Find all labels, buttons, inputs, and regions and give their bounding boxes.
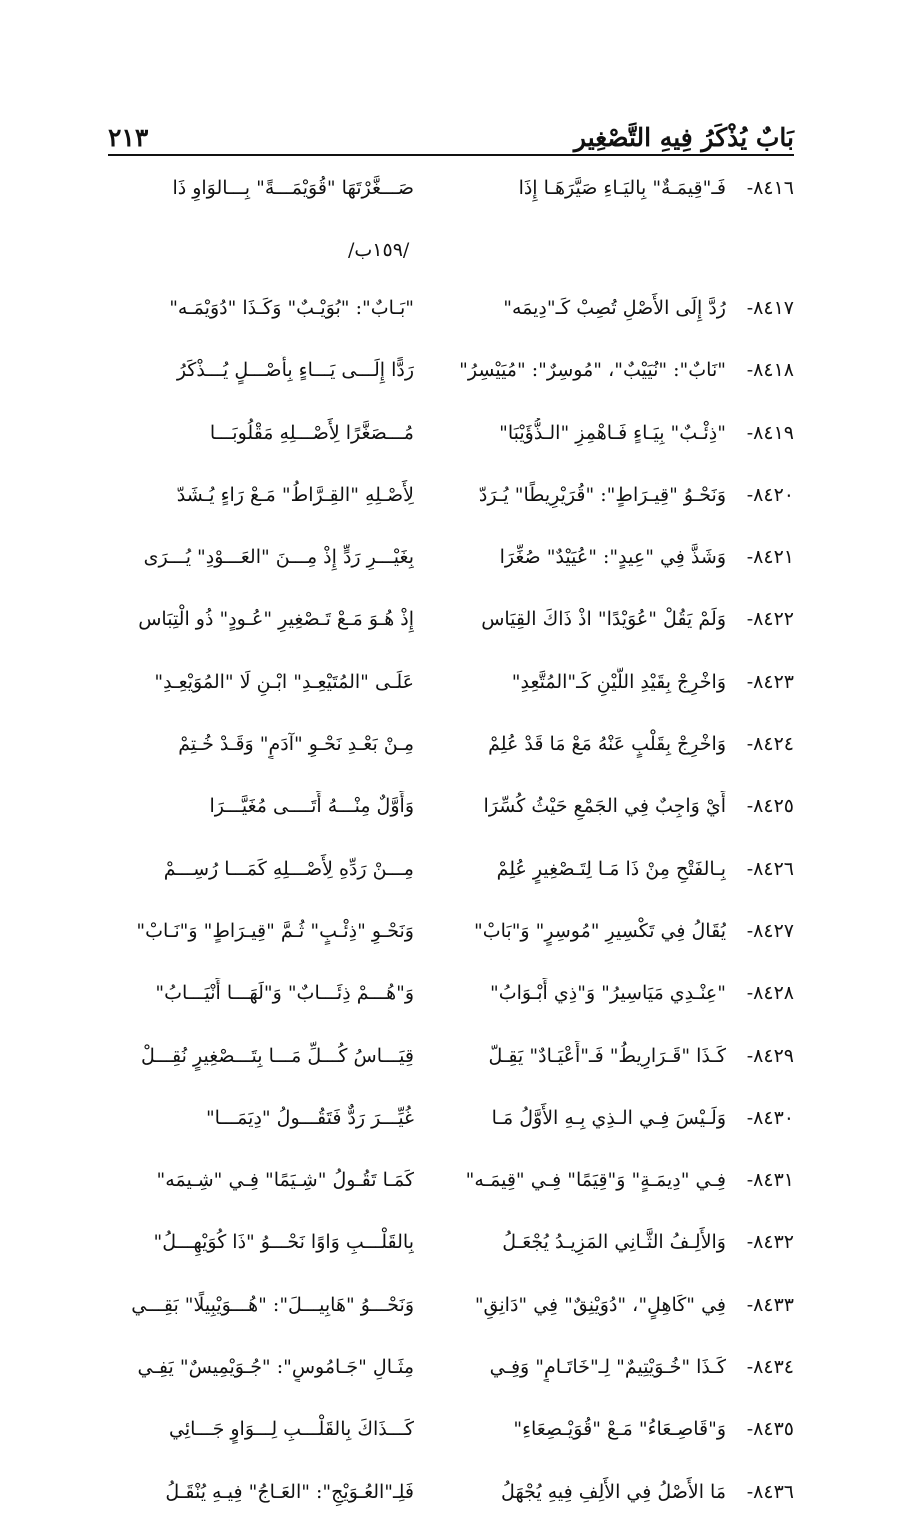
verse-number: ٨٤٢٥- — [746, 795, 794, 818]
first-hemistich: مَا الأَصْلُ فِي الأَلِفِ فِيهِ يُجْهَلُ — [501, 1480, 726, 1503]
first-hemistich: كَـذَا "خُـوَيْتِيمٌ" لِـ"خَاتَـامٍ" وَفِـي — [489, 1356, 726, 1379]
second-hemistich: كَـــذَاكَ بِالقَلْـــبِ لِـــوَاوٍ جَـــائِي — [168, 1418, 414, 1441]
header-rule — [108, 154, 794, 156]
verse-line — [108, 906, 794, 968]
verse-line — [108, 1031, 794, 1093]
second-hemistich: وَنَحْـوِ "ذِئْـبٍ" ثُـمَّ "قِيـرَاطٍ" وَ"نَـابْ" — [136, 919, 414, 942]
verse-line — [108, 657, 794, 719]
book-page — [108, 108, 794, 1503]
first-hemistich: "نَابٌ": "نُيَيْبٌ"، "مُوسِرٌ": "مُيَيْسِرُ" — [459, 359, 726, 382]
first-hemistich: وَالأَلِـفُ الثَّـانِي المَزِيـدُ يُجْعَـلُ — [502, 1231, 726, 1254]
verse-line — [108, 1280, 794, 1342]
first-hemistich: وَلَـيْسَ فِـي الـذِي بِـهِ الأَوَّلُ مَـا — [491, 1106, 726, 1129]
second-hemistich: رَدًّا إِلَـــى يَـــاءٍ بِأَصْـــلٍ يُـــذْكَرُ — [176, 359, 414, 382]
first-hemistich: وَلَمْ يَقُلْ "عُوَيْدًا" اذْ ذَاكَ القِيَاس — [481, 608, 726, 631]
second-hemistich: لِأَصْـلِهِ "القِـرَّاطُ" مَـعْ رَاءٍ يُـشَدّ — [176, 483, 414, 506]
verse-number: ٨٤٢٨- — [746, 982, 794, 1005]
first-hemistich: كَـذَا "قَـرَارِيطُ" فَـ"أَعْيَـادٌ" يَقِـلّ — [488, 1044, 726, 1067]
verse-number: ٨٤٣٣- — [746, 1293, 794, 1316]
verse-number: ٨٤٢٤- — [746, 733, 794, 756]
verse-number: ٨٤٣٢- — [746, 1231, 794, 1254]
verse-number: ٨٤٢٣- — [746, 670, 794, 693]
verse-line — [108, 1404, 794, 1466]
second-hemistich: قِيَـــاسُ كُـــلِّ مَـــا بِتَـــصْغِيرٍ نُقِـــلْ — [140, 1044, 414, 1067]
verse-number: ٨٤٢٢- — [746, 608, 794, 631]
first-hemistich: وَ"قَاصِـعَاءُ" مَـعْ "قُوَيْـصِعَاءِ" — [513, 1418, 726, 1441]
verse-line — [108, 1155, 794, 1217]
verse-line — [108, 594, 794, 656]
verse-number: ٨٤٢٦- — [746, 857, 794, 880]
first-hemistich: فِي "كَاهِلٍ"، "دُوَيْنِقٌ" فِي "دَانِقِ" — [474, 1293, 726, 1316]
first-hemistich: أَيْ وَاجِبٌ فِي الجَمْعِ حَيْثُ كُسِّرَا — [483, 795, 726, 818]
verse-number: ٨٤٢١- — [746, 546, 794, 569]
verse-line — [108, 1093, 794, 1155]
first-hemistich: بِـالفَتْحِ مِنْ ذَا مَـا لِتَـصْغِيرٍ عُلِمْ — [496, 857, 726, 880]
second-hemistich: بِالقَلْـــبِ وَاوًا نَحْـــوُ "ذَا كُوَيْهِـــلُ" — [153, 1231, 414, 1254]
second-hemistich: مِـــنْ رَدِّهِ لِأَصْـــلِهِ كَمَـــا رُسِـــمْ — [163, 857, 414, 880]
verse-number: ٨٤٣٠- — [746, 1106, 794, 1129]
verse-line — [108, 1217, 794, 1279]
verse-number: ٨٤١٨- — [746, 359, 794, 382]
verse-line — [108, 1342, 794, 1404]
verse-number: ٨٤٣٥- — [746, 1418, 794, 1441]
verse-line — [108, 844, 794, 906]
page-number: ٢١٣ — [108, 123, 149, 152]
second-hemistich: مِـنْ بَعْـدِ نَحْـوِ "آدَمٍ" وَقَـدْ خُـتِمْ — [178, 733, 414, 756]
verse-number: ٨٤١٧- — [746, 297, 794, 319]
verse-line — [108, 1467, 794, 1529]
verse-line — [108, 781, 794, 843]
verse-number: ٨٤١٩- — [746, 421, 794, 444]
verse-line — [108, 719, 794, 781]
verse-line — [108, 163, 794, 283]
verse-line — [108, 532, 794, 594]
second-hemistich: وَ"هُـــمْ ذِئَـــابٌ" وَ"لَهَـــا أَنْيَـــابُ" — [155, 982, 414, 1005]
verse-number: ٨٤٣٦- — [746, 1480, 794, 1503]
verse-number: ٨٤٢٩- — [746, 1044, 794, 1067]
second-hemistich: بِغَيْـــرِ رَدٍّ إِذْ مِـــنَ "العَـــوْدِ" يُـــرَى — [143, 546, 414, 569]
verse-number: ٨٤٣٤- — [746, 1356, 794, 1379]
second-hemistich: مُـــصَغَّرًا لِأَصْـــلِهِ مَقْلُوبَـــا — [209, 421, 414, 444]
second-hemistich: فَلِـ"العُـوَيْجِ": "العَـاجُ" فِيـهِ يُنْقَـلُ — [165, 1480, 414, 1503]
verse-number: ٨٤١٦- — [746, 177, 794, 199]
folio-marker: /١٥٩ب/ — [348, 239, 410, 261]
first-hemistich: وَاخْرِجْ بِقَيْدِ اللَّيْنِ كَـ"المُتَّعِدِ" — [511, 670, 726, 693]
first-hemistich: وَنَحْـوُ "قِيـرَاطٍ": "قُرَيْرِيطًا" يُـرَدّ — [478, 483, 726, 506]
verse-line — [108, 345, 794, 407]
first-hemistich: يُقَالُ فِي تَكْسِيرِ "مُوسِرٍ" وَ"بَابْ" — [473, 919, 726, 942]
second-hemistich: "بَـابٌ": "بُوَيْـبٌ" وَكَـذَا "دُوَيْمَـه" — [169, 297, 414, 319]
second-hemistich: وَنَحْـــوُ "هَابِيـــلَ": "هُـــوَيْبِيلًا" بَقِـــي — [131, 1293, 414, 1316]
verse-line — [108, 968, 794, 1030]
first-hemistich: فَـ"قِيمَـةٌ" بِاليَـاءِ صَيَّرَهَـا إِذَا — [518, 177, 726, 199]
verse-line — [108, 283, 794, 345]
first-hemistich: وَاخْرِجْ بِقَلْبٍ عَنْهُ مَعْ مَا قَدْ عُلِمْ — [488, 733, 726, 756]
verse-number: ٨٤٣١- — [746, 1169, 794, 1192]
first-hemistich: "عِنْـدِي مَيَاسِيرُ" وَ"ذِي أَبْـوَابُ" — [489, 982, 726, 1005]
second-hemistich: كَمَـا تَقُـولُ "شِـيَمًا" فِـي "شِـيمَه" — [156, 1169, 414, 1192]
first-hemistich: وَشَذَّ فِي "عِيدٍ": "عُيَيْدٌ" صُغِّرَا — [499, 546, 726, 569]
verse-number: ٨٤٢٠- — [746, 483, 794, 506]
second-hemistich: إِذْ هُـوَ مَـعْ تَـصْغِيرِ "عُـودٍ" ذُو الْتِبَاس — [138, 608, 414, 631]
chapter-title: بَابٌ يُذْكَرُ فِيهِ التَّصْغِير — [573, 123, 794, 152]
running-header — [108, 118, 794, 158]
verse-line — [108, 408, 794, 470]
second-hemistich: وَأَوَّلٌ مِنْـــهُ أَتَــــى مُغَيَّـــرَا — [209, 795, 414, 818]
second-hemistich: عَلَـى "المُتَيْعِـدِ" ابْـنِ لَا "المُوَيْعِـدِ" — [154, 670, 414, 693]
verse-number: ٨٤٢٧- — [746, 919, 794, 942]
verse-list — [108, 163, 794, 1529]
first-hemistich: "ذِئْـبٌ" بِيَـاءٍ فَـاهْمِزِ "الـذُّؤَيْبَا" — [499, 421, 726, 444]
second-hemistich: غُيِّـــرَ رَدٌّ فَتَقُـــولُ "دِيَمَـــا" — [205, 1106, 414, 1129]
verse-line — [108, 470, 794, 532]
second-hemistich: صَـــغَّرْتَهَا "قُوَيْمَـــةً" بِـــالوَاوِ ذَا — [172, 177, 414, 199]
first-hemistich: فِـي "دِيمَـةٍ" وَ"قِيَمًا" فِـي "قِيمَـه" — [465, 1169, 726, 1192]
second-hemistich: مِثَـالِ "جَـامُوسٍ": "جُـوَيْمِيسٌ" يَفِـي — [137, 1356, 414, 1379]
first-hemistich: رُدَّ إِلَى الأَصْلِ تُصِبْ كَـ"دِيمَه" — [503, 297, 726, 319]
